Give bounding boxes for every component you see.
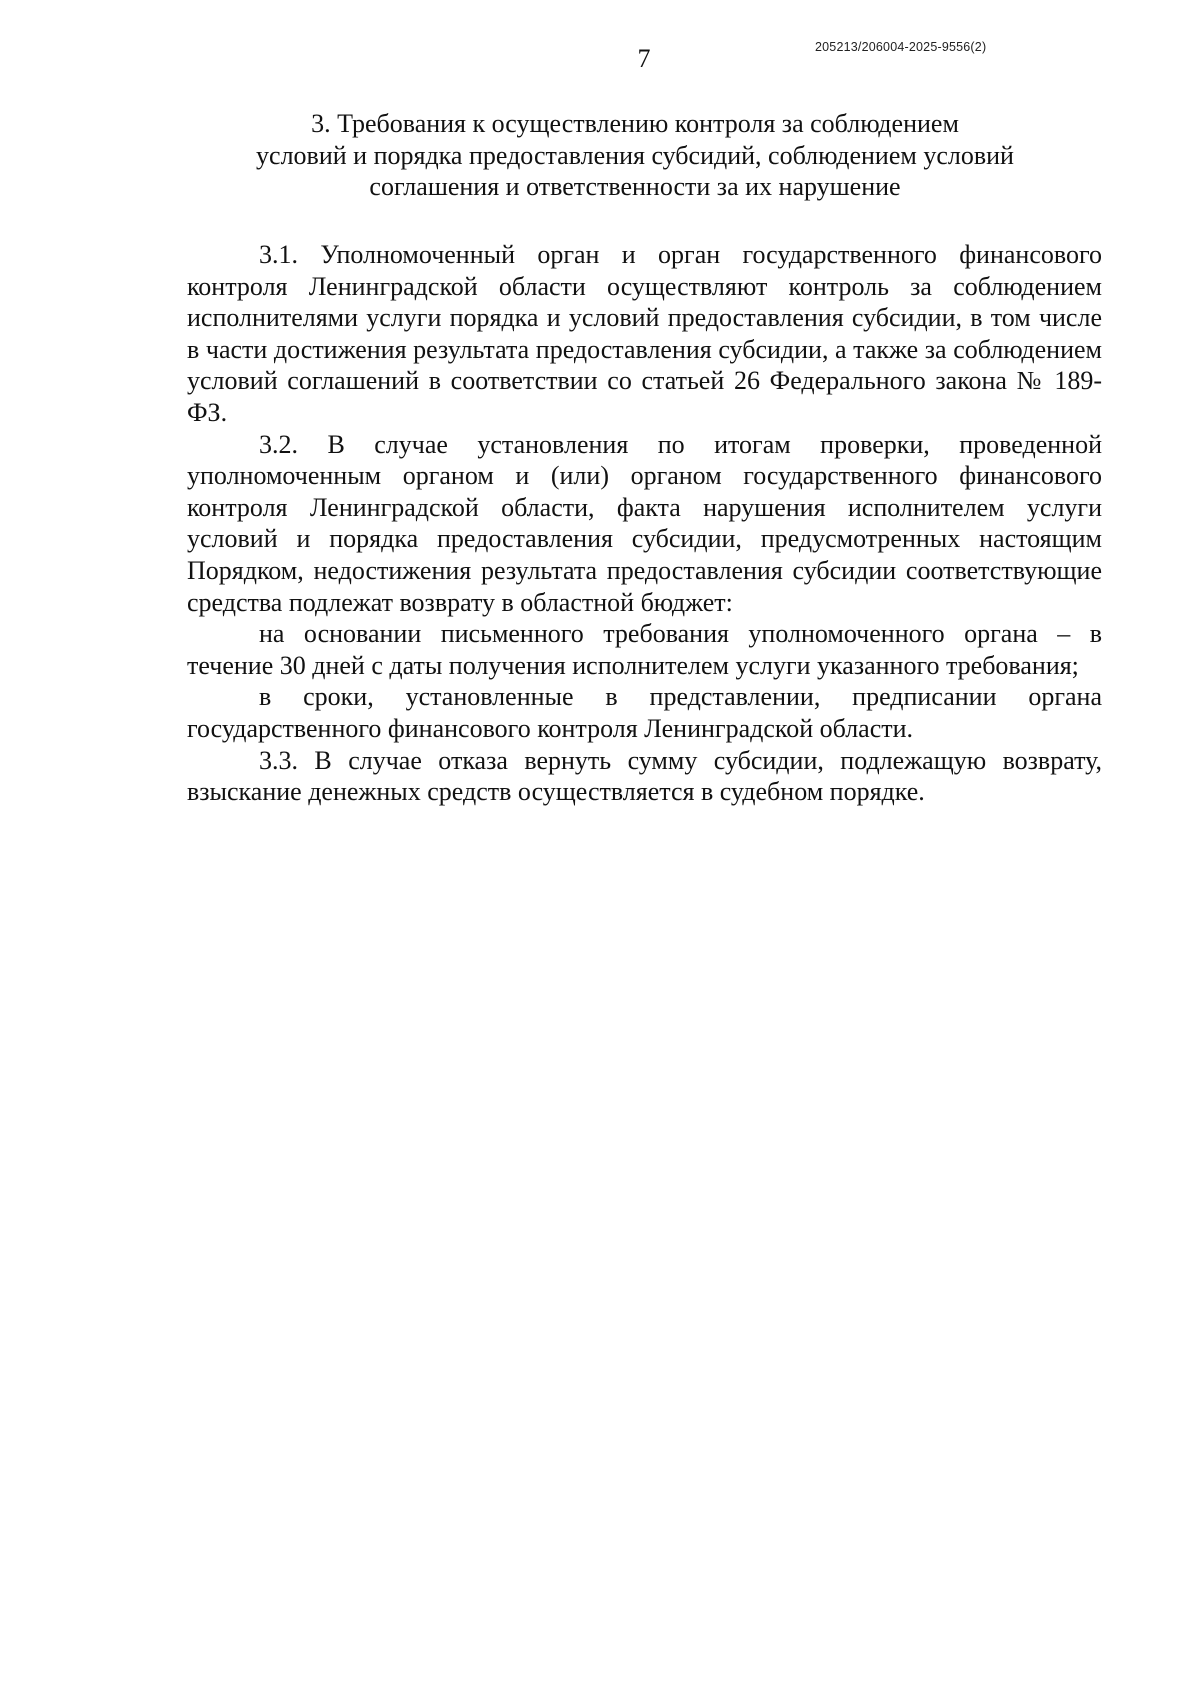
section-heading-line-3: соглашения и ответственности за их нарушение <box>369 172 901 201</box>
paragraph-3-1: 3.1. Уполномоченный орган и орган государственного финансового контроля Ленинградской области осуществляют контроль за соблюдением исполнителями услуги порядка и условий предоставления субсидии, в том числе в части достижения результата предоставления субсидии, а также за соблюдением условий соглашений в соответствии со статьей 26 Федерального закона № 189-ФЗ. <box>187 240 1102 427</box>
paragraph-3-3: 3.3. В случае отказа вернуть сумму субсидии, подлежащую возврату, взыскание денежных средств осуществляется в судебном порядке. <box>187 745 1102 807</box>
paragraph-3-2: 3.2. В случае установления по итогам проверки, проведенной уполномоченным органом и (или) органом государственного финансового контроля Ленинградской области, факта нарушения исполнителем услуги условий и порядка предоставления субсидии, предусмотренных настоящим Порядком, недостижения результата предоставления субсидии соответствующие средства подлежат возврату в областной бюджет: <box>187 429 1102 617</box>
section-heading-line-2: условий и порядка предоставления субсидий, соблюдением условий <box>256 140 1014 170</box>
paragraph-3-2-written-demand: на основании письменного требования уполномоченного органа – в течение 30 дней с даты получения исполнителем услуги указанного требования; <box>187 619 1102 680</box>
section-body <box>187 239 1102 808</box>
section-heading <box>190 108 1080 203</box>
page-number: 7 <box>637 44 651 73</box>
section-heading-line-1: 3. Требования к осуществлению контроля за соблюдением <box>311 109 959 138</box>
registration-number: 205213/206004-2025-9556(2) <box>815 40 987 54</box>
paragraph-3-2-control-order: в сроки, установленные в представлении, предписании органа государственного финансового контроля Ленинградской области. <box>187 682 1102 743</box>
